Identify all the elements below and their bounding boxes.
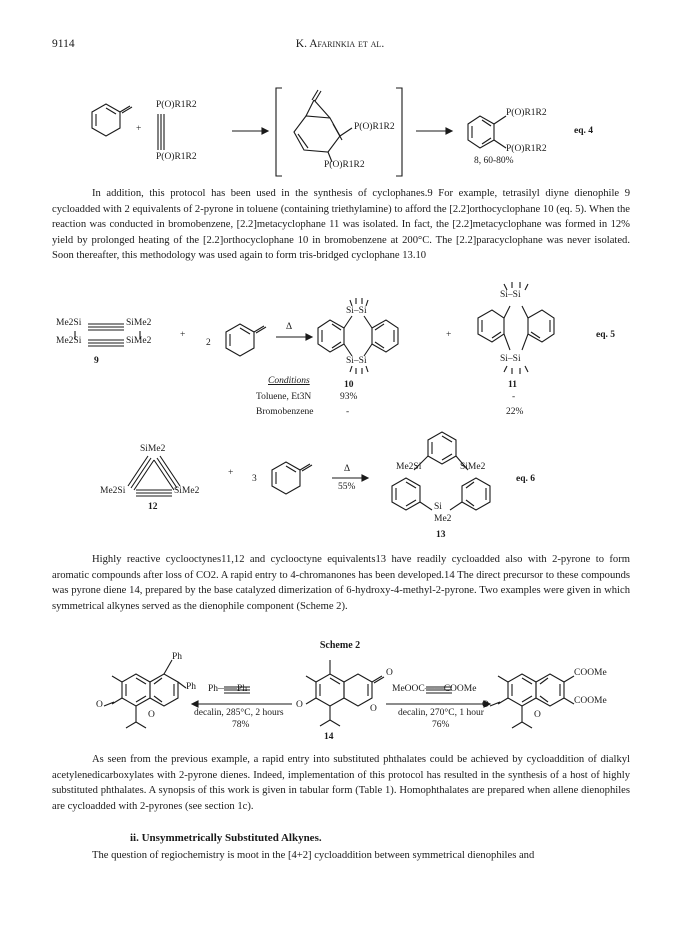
eq4-label: eq. 4: [574, 126, 593, 136]
section-heading: ii. Unsymmetrically Substituted Alkynes.: [130, 832, 322, 844]
scheme2-left-product: [104, 660, 186, 728]
eq6-product-left: Me2Si: [396, 462, 422, 472]
scheme2-right-o-ring: O: [534, 710, 541, 720]
scheme2-pyrone-diene: [306, 660, 384, 726]
running-head: K. Afarinkia et al.: [295, 38, 385, 50]
eq5-si-si-right-top: Si–Si: [500, 290, 521, 300]
paragraph-cyclooctynes: [52, 552, 630, 614]
scheme-2-title: Scheme 2: [319, 640, 361, 651]
eq5-reagent-line2-right: SiMe2: [126, 336, 152, 346]
eq5-si-si-top: Si–Si: [346, 306, 367, 316]
eq5-plus-2: +: [446, 330, 452, 340]
scheme2-left-reagent: Ph——Ph: [208, 684, 248, 694]
eq4-alkyne: [158, 114, 164, 150]
eq6-reagent-number: 12: [148, 502, 158, 512]
eq4-intermediate-sub1: P(O)R1R2: [354, 122, 395, 132]
eq6-arrow-top: Δ: [344, 464, 351, 474]
eq5-col11-value-2: 22%: [506, 407, 524, 417]
eq6-label: eq. 6: [516, 474, 535, 484]
eq6-pyrone: [272, 462, 312, 494]
eq5-label: eq. 5: [596, 330, 615, 340]
scheme2-left-ph2: Ph: [186, 682, 197, 692]
eq5-plus-1: +: [180, 330, 186, 340]
eq5-coefficient: 2: [206, 338, 211, 348]
eq5-col10-value-1: 93%: [340, 392, 358, 402]
eq6-arrow: [332, 475, 368, 481]
scheme2-right-reagent: MeOOC——COOMe: [392, 684, 477, 694]
eq5-pyrone: [226, 324, 266, 356]
eq6-arrow-bottom: 55%: [338, 482, 356, 492]
eq4-reagent-top-label: P(O)R1R2: [156, 100, 197, 110]
eq5-reagent-number: 9: [94, 356, 99, 366]
eq4-product-label: 8, 60-80%: [474, 156, 514, 166]
eq5-col11-header: 11: [508, 380, 517, 390]
eq4-product-sub2: P(O)R1R2: [506, 144, 547, 154]
scheme2-right-cond-2: 76%: [432, 720, 450, 730]
paragraph-cyclophanes: [52, 186, 630, 264]
scheme2-center-o1: O: [386, 668, 393, 678]
paragraph-4-text: The question of regiochemistry is moot in the [4+2] cycloaddition between symmetrical dienophiles and: [92, 850, 535, 861]
eq5-col10-header: 10: [344, 380, 354, 390]
eq4-intermediate-sub2: P(O)R1R2: [324, 160, 365, 170]
eq6-plus: +: [228, 468, 234, 478]
eq5-reagent-line1-left: Me2Si: [56, 318, 82, 328]
eq4-product-sub1: P(O)R1R2: [506, 108, 547, 118]
paragraph-phthalates: [52, 752, 630, 814]
eq6-triyne: [128, 456, 180, 496]
eq4-bicyclic-intermediate: [294, 90, 352, 162]
eq6-product-me2: Me2: [434, 514, 452, 524]
scheme2-center-o3: O: [370, 704, 377, 714]
eq6-product-right: SiMe2: [460, 462, 486, 472]
eq4-arrow-1: [232, 128, 268, 134]
scheme2-left-o-ring: O: [148, 710, 155, 720]
eq5-condition-2: Bromobenzene: [256, 407, 314, 417]
eq4-pyrone: [92, 104, 132, 136]
eq4-reagent-bottom-label: P(O)R1R2: [156, 152, 197, 162]
eq5-conditions-header: Conditions: [268, 376, 310, 386]
eq5-arrow: [276, 334, 312, 340]
scheme2-right-cond-1: decalin, 270°C, 1 hour: [398, 708, 484, 718]
eq6-product-number: 13: [436, 530, 446, 540]
paragraph-regiochemistry: [52, 848, 630, 864]
page-number: 9114: [52, 38, 75, 50]
scheme2-right-sub1: COOMe: [574, 668, 607, 678]
eq5-reagent-line1-right: SiMe2: [126, 318, 152, 328]
scheme2-center-o2: O: [296, 700, 303, 710]
scheme2-right-o: O: [482, 700, 489, 710]
paragraph-2-text: Highly reactive cyclooctynes11,12 and cyclooctyne equivalents13 have readily cycloadded also with 2-pyrone to form aromatic compounds after loss of CO2. A rapid entry to 4-chromanones has been developed.14 The direct precursor to these compounds was pyrone diene 14, prepared by the base catalyzed dimerization of 6-hydroxy-4-methyl-2-pyrone. Two examples were given in which symmetrical alkynes served as the dienophile component (Scheme 2).: [52, 554, 630, 612]
eq5-si-si-bottom: Si–Si: [346, 356, 367, 366]
eq6-product-si: Si: [434, 502, 442, 512]
paragraph-3-text: As seen from the previous example, a rapid entry into substituted phthalates could be achieved by cycloaddition of dialkyl acetylenedicarboxylates with 2-pyrone dienes. Indeed, implementation of this protocol has resulted in the synthesis of a host of highly substituted phthalates. A synopsis of this work is given in tabular form (Table 1). Homophthalates are prepared when allene dienophiles are cycloadded with 2-pyrones (see section 1c).: [52, 754, 630, 812]
eq5-arrow-label: Δ: [286, 322, 293, 332]
eq5-col11-value-1: -: [512, 392, 516, 402]
scheme2-left-cond-2: 78%: [232, 720, 250, 730]
eq5-si-si-right-bottom: Si–Si: [500, 354, 521, 364]
scheme2-left-o: O: [96, 700, 103, 710]
eq6-coefficient: 3: [252, 474, 257, 484]
eq4-product-benzene: [468, 116, 506, 148]
eq6-reagent-right: SiMe2: [174, 486, 200, 496]
eq4-arrow-2: [416, 128, 452, 134]
eq4-plus: +: [136, 124, 142, 134]
scheme2-left-ph1: Ph: [172, 652, 183, 662]
eq5-col10-value-2: -: [346, 407, 350, 417]
paragraph-1-text: In addition, this protocol has been used in the synthesis of cyclophanes.9 For example, tetrasilyl diyne dienophile 9 cycloadded with 2 equivalents of 2-pyrone in toluene (containing triethylamine) to afford the [2.2]orthocyclophane 10 (eq. 5). When the reaction was conducted in bromobenzene, [2.2]metacyclophane 11 was isolated. In fact, the [2.2]metacyclophane was formed in 12% yield by prolonged heating of the [2.2]orthocyclophane 10 in bromobenzene at 200°C. The [2.2]paracyclophane was never isolated. Soon thereafter, this methodology was used again to form tris-bridged cyclophane 13.10: [52, 188, 630, 262]
eq5-reagent-line2-left: Me2Si: [56, 336, 82, 346]
eq5-condition-1: Toluene, Et3N: [256, 392, 312, 402]
scheme2-left-cond-1: decalin, 285°C, 2 hours: [194, 708, 284, 718]
scheme2-right-sub2: COOMe: [574, 696, 607, 706]
eq6-reagent-top: SiMe2: [140, 444, 166, 454]
scheme2-right-product: [490, 674, 574, 728]
eq6-reagent-left: Me2Si: [100, 486, 126, 496]
scheme2-center-number: 14: [324, 732, 334, 742]
